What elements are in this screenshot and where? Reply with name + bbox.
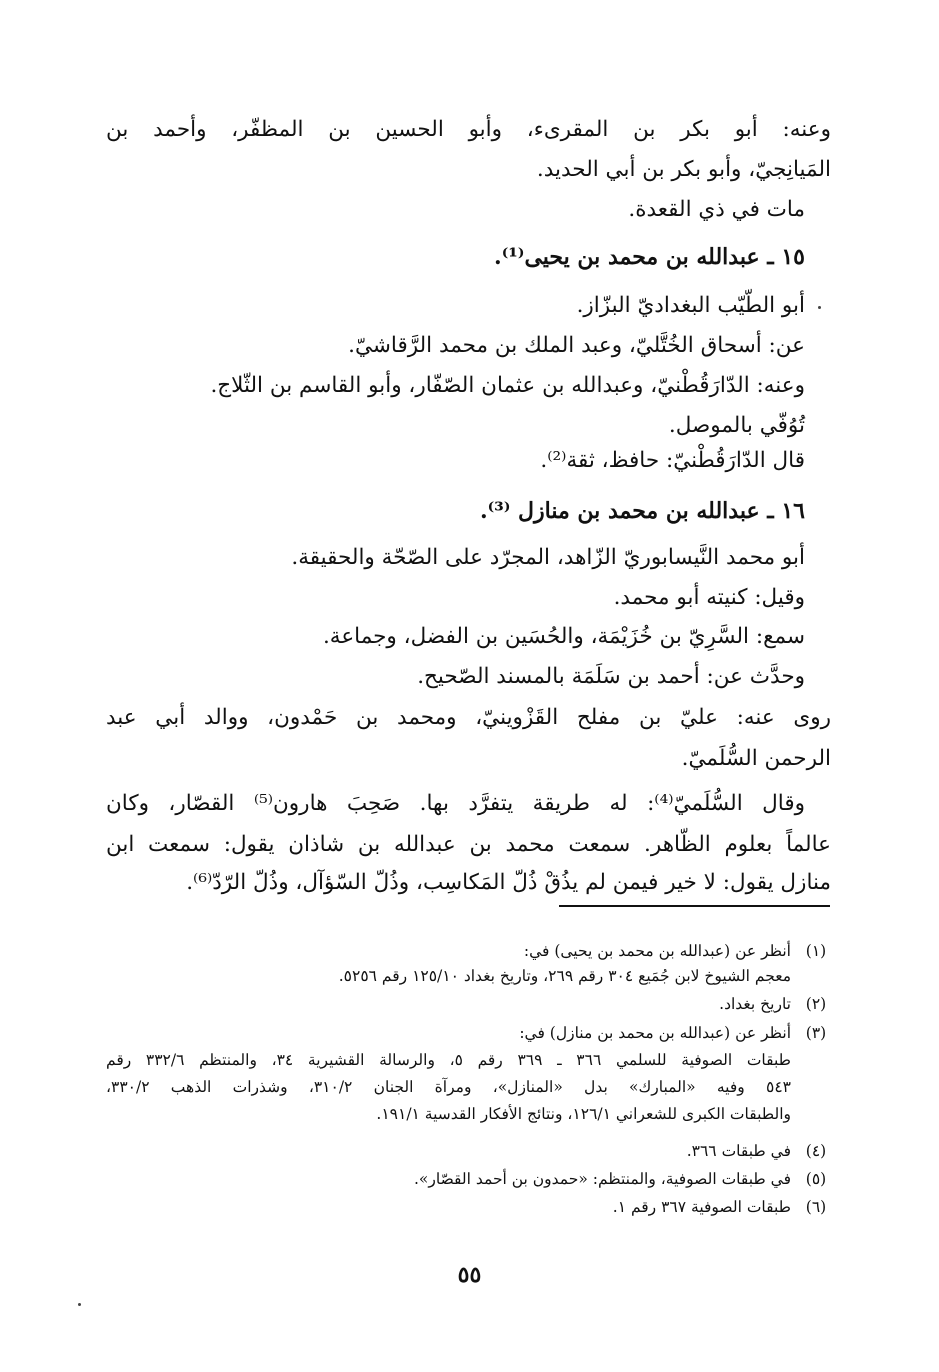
body-line: وعنه: أبو بكر بن المقرىء، وأبو الحسين بن المظفّر، وأحمد بن	[106, 117, 831, 142]
body-line: عالماً بعلوم الظّاهر. سمعت محمد بن عبدالله بن شاذان يقول: سمعت ابن	[106, 832, 831, 857]
speck-mark	[78, 1303, 81, 1306]
entry-heading: ١٦ ـ عبدالله بن محمد بن منازل ⁽³⁾.	[479, 498, 805, 524]
footnote-text: ٥٤٣ وفيه «المبارك» بدل «المنازل»، ومرآة الجنان ٣١٠/٢، وشذرات الذهب ٣٣٠/٢،	[106, 1078, 791, 1096]
entry-heading: ١٥ ـ عبدالله بن محمد بن يحيى⁽¹⁾.	[494, 244, 805, 270]
footnote-number: (٤)	[805, 1142, 827, 1160]
footnote-number: (٦)	[805, 1198, 827, 1216]
speck-mark	[818, 306, 821, 309]
footnote-number: (٥)	[805, 1170, 827, 1188]
body-line: تُوُفّي بالموصل.	[668, 413, 805, 438]
footnote-text: في طبقات ٣٦٦.	[686, 1142, 791, 1160]
footnote-text: في طبقات الصوفية، والمنتظم: «حمدون بن أحمد القصّار».	[413, 1170, 791, 1188]
body-line: سمع: السَّرِيّ بن خُزَيْمَة، والحُسَين بن الفضل، وجماعة.	[322, 624, 805, 649]
footnote-text: معجم الشيوخ لابن جُمَيع ٣٠٤ رقم ٢٦٩، وتاريخ بغداد ١٢٥/١٠ رقم ٥٢٥٦.	[338, 967, 791, 985]
body-line: منازل يقول: لا خير فيمن لم يذُقْ ذُلّ المَكاسِب، وذُلّ السّؤآل، وذُلّ الرّدّ⁽⁶⁾.	[186, 870, 831, 895]
body-line: المَيانِجيّ، وأبو بكر بن أبي الحديد.	[536, 157, 831, 182]
footnote-text: طبقات الصوفية للسلمي ٣٦٦ ـ ٣٦٩ رقم ٥، والرسالة القشيرية ٣٤، والمنتظم ٣٣٢/٦ رقم	[106, 1051, 791, 1069]
body-line: وقيل: كنيته أبو محمد.	[613, 585, 805, 610]
footnote-text: تاريخ بغداد.	[719, 995, 791, 1013]
body-line: أبو الطّيّب البغداديّ البزّاز.	[576, 293, 805, 318]
page-number: ٥٥	[457, 1262, 482, 1288]
body-line: روى عنه: عليّ بن مفلح القَزْوينيّ، ومحمد بن حَمْدون، ووالد أبي عبد	[106, 705, 831, 730]
footnote-text: طبقات الصوفية ٣٦٧ رقم ١.	[612, 1198, 791, 1216]
body-line: قال الدّارَقُطْنيّ: حافظ، ثقة⁽²⁾.	[540, 448, 805, 473]
body-line: وعنه: الدّارَقُطْنيّ، وعبدالله بن عثمان الصّفّار، وأبو القاسم بن الثّلاج.	[210, 373, 805, 398]
body-line: مات في ذي القعدة.	[628, 197, 805, 222]
body-line: وقال السُّلَميّ⁽⁴⁾: له طريقة يتفرَّد بها. صَحِبَ هارون⁽⁵⁾ القصّار، وكان	[106, 791, 805, 816]
footnote-number: (١)	[805, 942, 827, 960]
body-line: الرحمن السُّلَميّ.	[681, 746, 831, 771]
footnote-text: أنظر عن (عبدالله بن محمد بن منازل) في:	[519, 1024, 791, 1042]
footnote-number: (٢)	[805, 995, 827, 1013]
body-line: عن: أسحاق الخُتَّليّ، وعبد الملك بن محمد الرَّقاشيّ.	[348, 333, 805, 358]
footnote-text: والطبقات الكبرى للشعراني ١٢٦/١، ونتائج الأفكار القدسية ١٩١/١.	[376, 1105, 791, 1123]
body-line: أبو محمد النَّيسابوريّ الزّاهد، المجرّد على الصّحّة والحقيقة.	[291, 545, 805, 570]
body-line: وحدَّث عن: أحمد بن سَلَمَة بالمسند الصّحيح.	[417, 664, 805, 689]
footnote-text: أنظر عن (عبدالله بن محمد بن يحيى) في:	[523, 942, 791, 960]
footnote-number: (٣)	[805, 1024, 827, 1042]
footnote-separator	[559, 905, 830, 907]
